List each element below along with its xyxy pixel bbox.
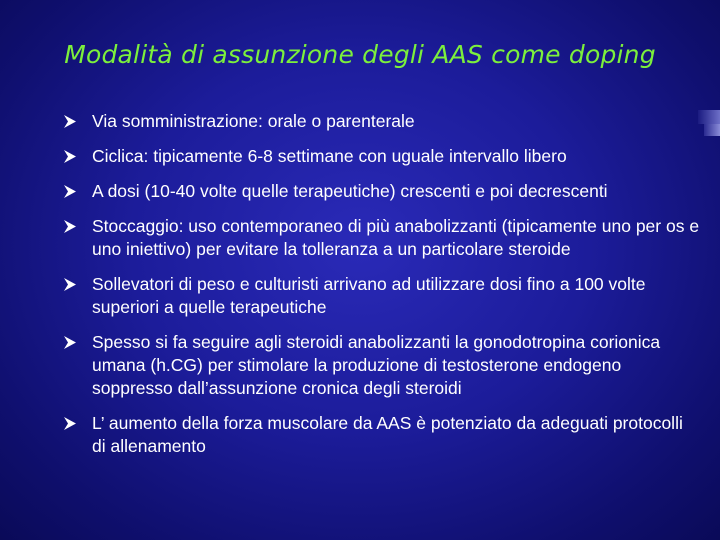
arrow-bullet-icon: [62, 145, 80, 168]
arrow-bullet-icon: [62, 412, 80, 435]
arrow-bullet-icon: [62, 110, 80, 133]
arrow-bullet-icon: [62, 215, 80, 238]
decorative-bar-icon: [698, 110, 720, 136]
bullet-text: Stoccaggio: uso contemporaneo di più anabolizzanti (tipicamente uno per os e uno iniettivo) per evitare la tolleranza a un particolare steroide: [92, 216, 700, 259]
bullet-item: [60, 412, 700, 458]
bullet-item: [60, 145, 700, 168]
bullet-list: [60, 110, 700, 470]
arrow-bullet-icon: [62, 273, 80, 296]
bullet-text: A dosi (10-40 volte quelle terapeutiche) crescenti e poi decrescenti: [92, 181, 608, 201]
bullet-text: Via somministrazione: orale o parenterale: [92, 111, 415, 131]
bullet-item: [60, 110, 700, 133]
bullet-text: Sollevatori di peso e culturisti arrivano ad utilizzare dosi fino a 100 volte superiori a quelle terapeutiche: [92, 274, 646, 317]
bullet-text: Spesso si fa seguire agli steroidi anabolizzanti la gonodotropina corionica umana (h.CG) per stimolare la produzione di testosterone endogeno soppresso dall’assunzione cronica degli steroidi: [92, 332, 661, 398]
bullet-text: L’ aumento della forza muscolare da AAS è potenziato da adeguati protocolli di allenamento: [92, 413, 683, 456]
bullet-item: [60, 180, 700, 203]
bullet-item: [60, 273, 700, 319]
bullet-text: Ciclica: tipicamente 6-8 settimane con uguale intervallo libero: [92, 146, 567, 166]
arrow-bullet-icon: [62, 180, 80, 203]
arrow-bullet-icon: [62, 331, 80, 354]
bullet-item: [60, 215, 700, 261]
bullet-item: [60, 331, 700, 400]
slide-title: Modalità di assunzione degli AAS come doping: [64, 40, 656, 69]
